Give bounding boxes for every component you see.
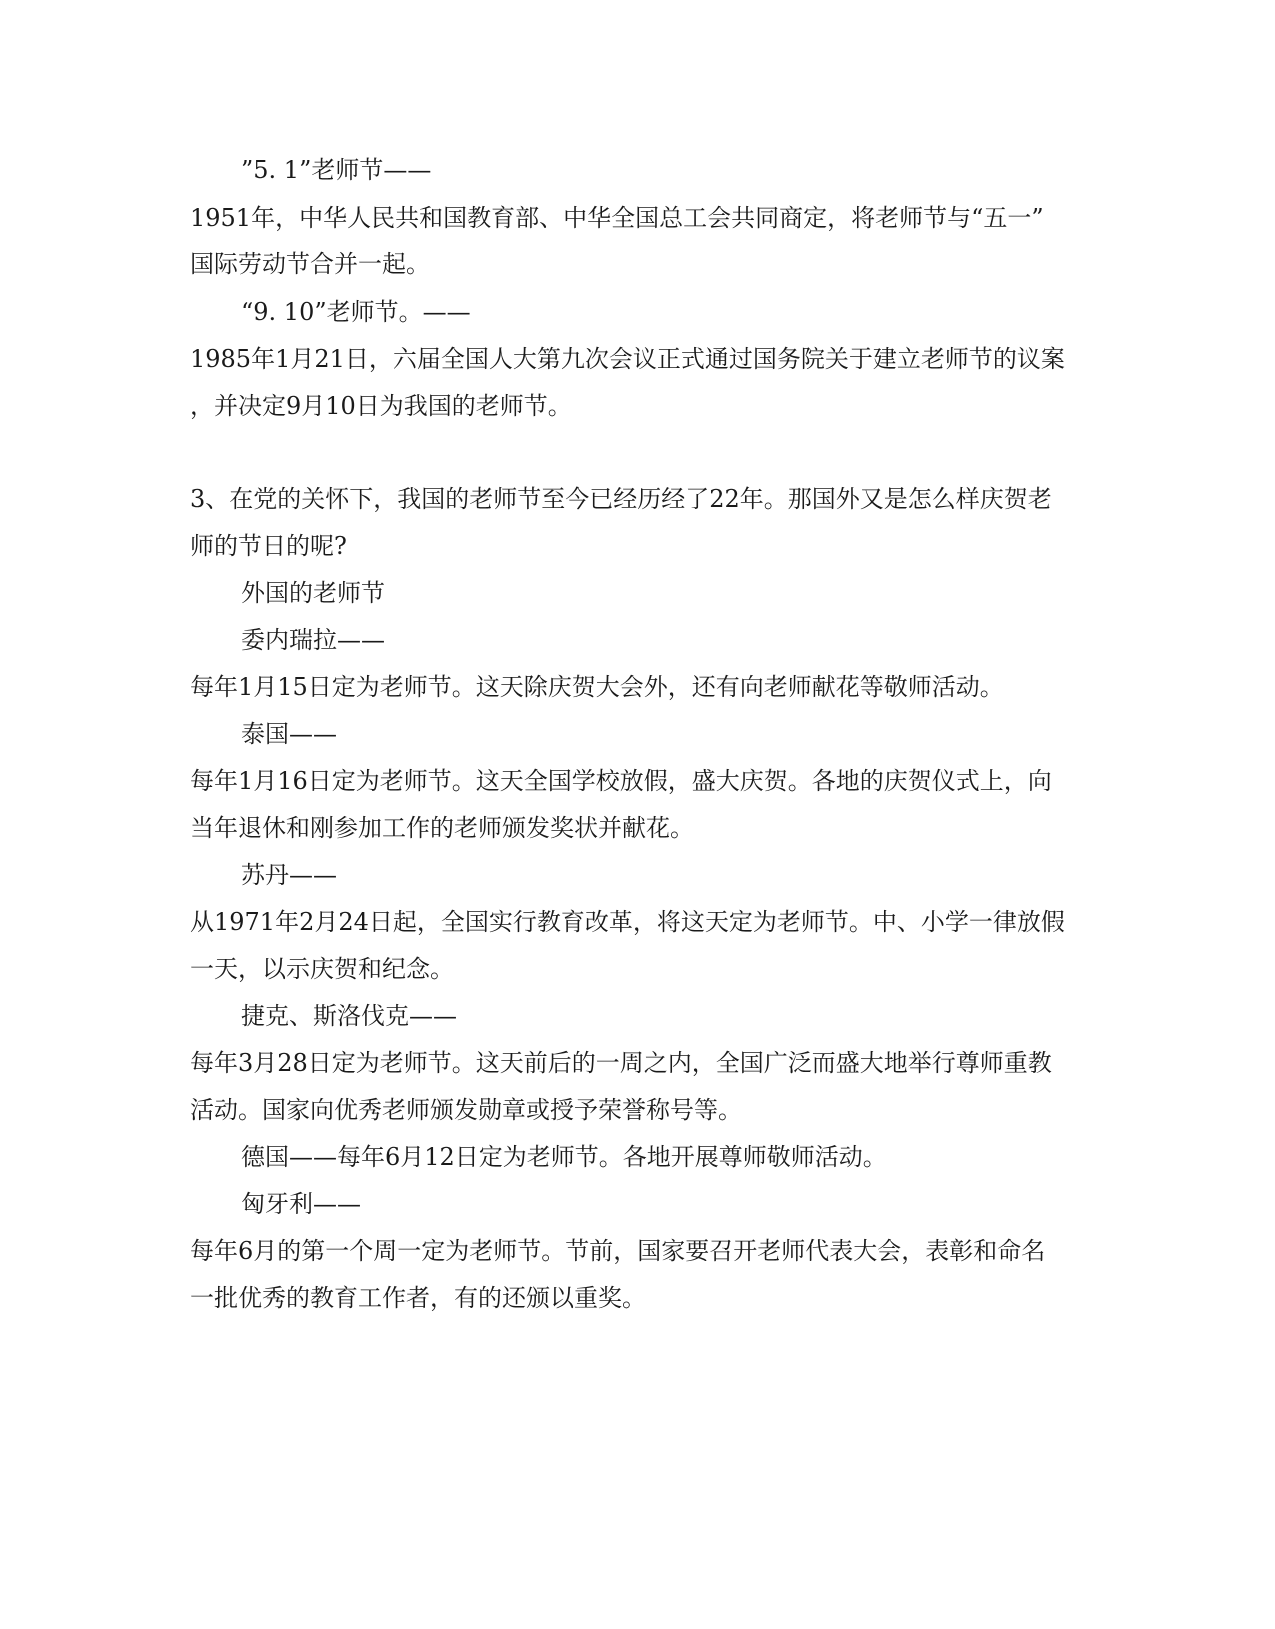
country-heading-venezuela: 委内瑞拉——	[241, 626, 385, 654]
question-line: 3、在党的关怀下，我国的老师节至今已经历经了22年。那国外又是怎么样庆贺老	[190, 485, 1052, 513]
paragraph-line: 1985年1月21日，六届全国人大第九次会议正式通过国务院关于建立老师节的议案	[190, 345, 1065, 373]
country-heading-sudan: 苏丹——	[241, 861, 337, 889]
paragraph-line: 活动。国家向优秀老师颁发勋章或授予荣誉称号等。	[190, 1096, 742, 1124]
section-heading-foreign-teachers-day: 外国的老师节	[241, 579, 385, 607]
paragraph-line: 国际劳动节合并一起。	[190, 250, 430, 278]
country-heading-czech-slovakia: 捷克、斯洛伐克——	[241, 1002, 457, 1030]
question-line: 师的节日的呢?	[190, 532, 347, 560]
country-heading-hungary: 匈牙利——	[241, 1190, 361, 1218]
paragraph-line: 每年1月15日定为老师节。这天除庆贺大会外，还有向老师献花等敬师活动。	[190, 673, 1004, 701]
paragraph-line: 每年6月的第一个周一定为老师节。节前，国家要召开老师代表大会，表彰和命名	[190, 1237, 1046, 1265]
paragraph-line: 从1971年2月24日起，全国实行教育改革，将这天定为老师节。中、小学一律放假	[190, 908, 1065, 936]
heading-sept-tenth-teachers-day: “9. 10”老师节。——	[241, 298, 471, 326]
paragraph-line: 当年退休和刚参加工作的老师颁发奖状并献花。	[190, 814, 694, 842]
paragraph-line: 一天，以示庆贺和纪念。	[190, 955, 454, 983]
paragraph-line: 一批优秀的教育工作者，有的还颁以重奖。	[190, 1284, 646, 1312]
paragraph-line: ，并决定9月10日为我国的老师节。	[190, 392, 572, 420]
paragraph-line: 每年3月28日定为老师节。这天前后的一周之内，全国广泛而盛大地举行尊师重教	[190, 1049, 1052, 1077]
paragraph-line: 1951年，中华人民共和国教育部、中华全国总工会共同商定，将老师节与“五一”	[190, 204, 1044, 232]
country-heading-thailand: 泰国——	[241, 720, 337, 748]
country-line-germany: 德国——每年6月12日定为老师节。各地开展尊师敬师活动。	[241, 1143, 887, 1171]
heading-may-first-teachers-day: ”5. 1”老师节——	[241, 156, 432, 184]
paragraph-line: 每年1月16日定为老师节。这天全国学校放假，盛大庆贺。各地的庆贺仪式上，向	[190, 767, 1052, 795]
